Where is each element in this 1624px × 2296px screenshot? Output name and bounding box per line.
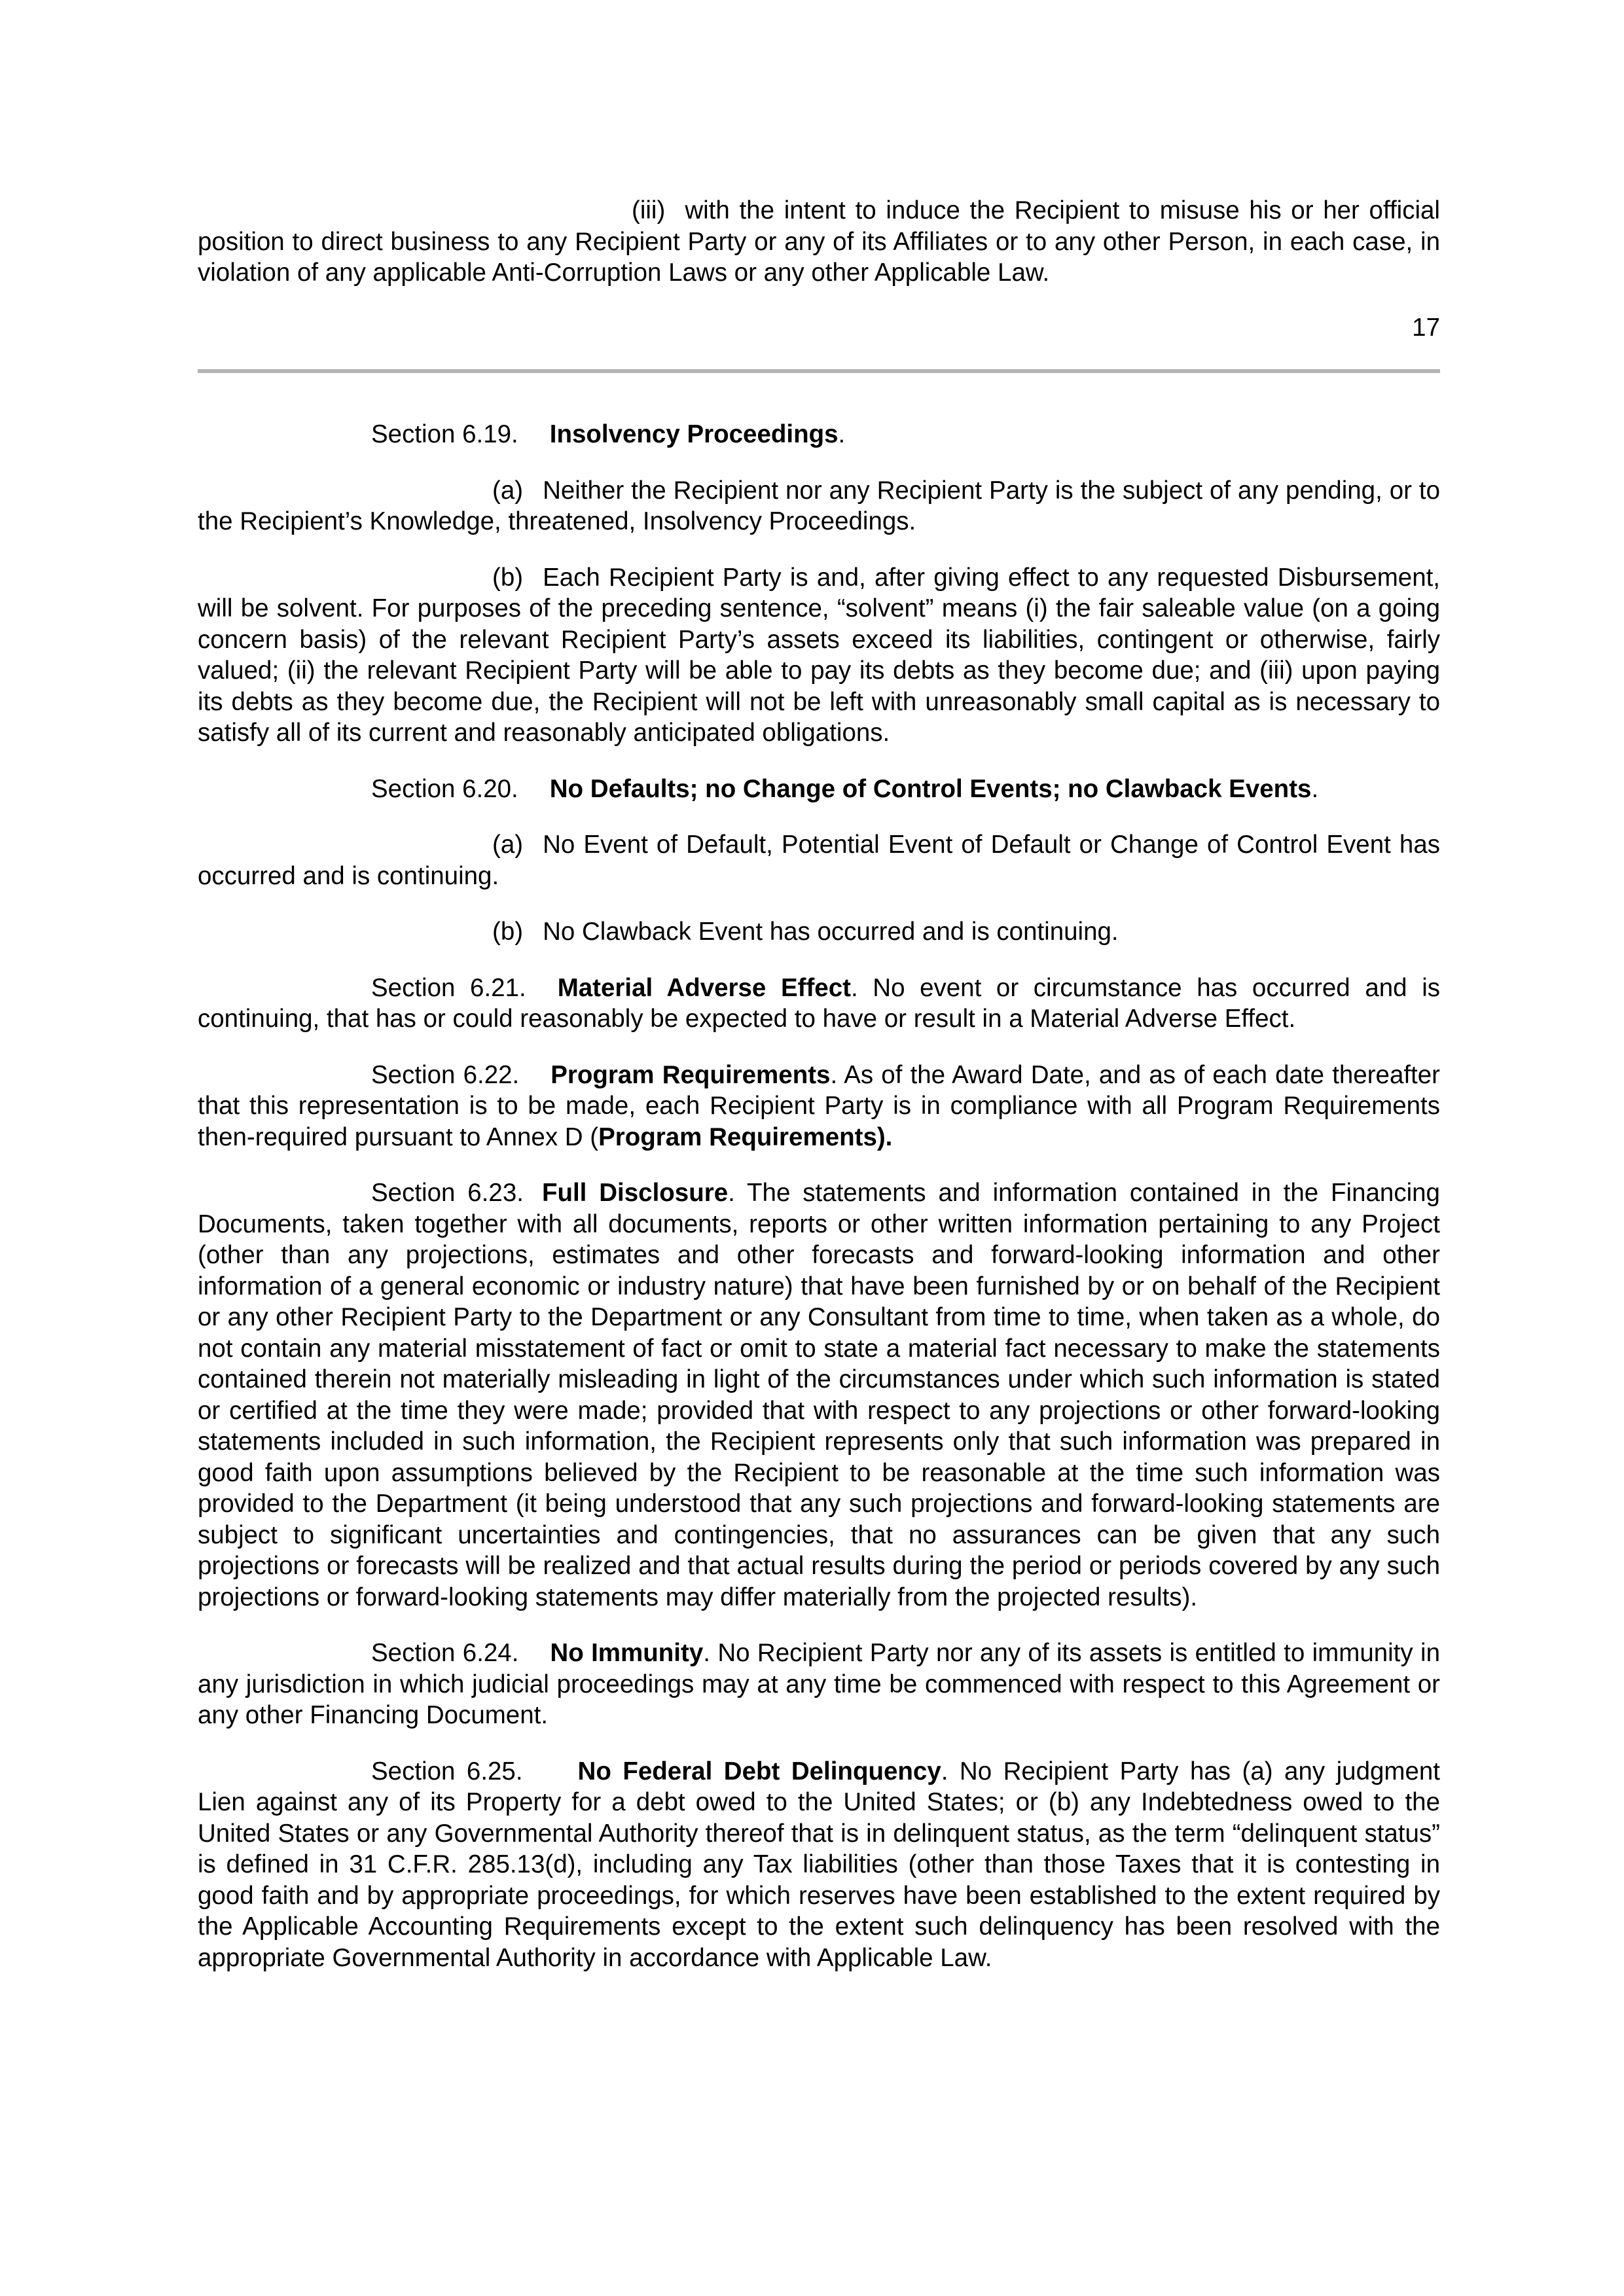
section-label: Section 6.24. [371,1639,519,1667]
section-title: No Defaults; no Change of Control Events; no Clawback Events [549,774,1312,803]
document-page [198,195,1440,1973]
section-6-21 [198,973,1440,1035]
section-label: Section 6.23. [371,1179,524,1207]
clause-text: Neither the Recipient nor any Recipient Party is the subject of any pending, or to the Recipient’s Knowledge, threatened, Insolvency Proceedings. [198,476,1440,535]
clause-marker: (a) [492,831,524,859]
section-6-24 [198,1638,1440,1731]
clause-text: with the intent to induce the Recipient to misuse his or her official position to direct business to any Recipient Party or any of its Affiliates or to any other Person, in each case, in violation of any applicable Anti-Corruption Laws or any other Applicable Law. [198,196,1440,287]
section-label: Section 6.22. [371,1060,520,1089]
section-label: Section 6.25. [371,1757,523,1785]
section-6-20-heading [198,774,1440,805]
section-label: Section 6.21. [371,973,526,1002]
section-title-end: . [1311,774,1319,803]
section-text: . The statements and information contained in the Financing Documents, taken together with all documents, reports or other written information pertaining to any Project (other than any projections, estimates and other forecasts and forward-looking information and other information of a general economic or industry nature) that have been furnished by or on behalf of the Recipient or any other Recipient Party to the Department or any Consultant from time to time, when taken as a whole, do not contain any material misstatement of fact or omit to state a material fact necessary to make the statements contained therein not materially misleading in light of the circumstances under which such information is stated or certified at the time they were made; provided that with respect to any projections or other forward-looking statements included in such information, the Recipient represents only that such information was prepared in good faith upon assumptions believed by the Recipient to be reasonable at the time such information was provided to the Department (it being understood that any such projections and forward-looking statements are subject to significant uncertainties and contingencies, that no assurances can be given that any such projections or forecasts will be realized and that actual results during the period or periods covered by any such projections or forward-looking statements may differ materially from the projected results). [198,1179,1440,1611]
section-label: Section 6.19. [371,420,518,448]
section-title: No Immunity [550,1639,704,1667]
clause-marker: (b) [492,563,524,592]
section-6-22 [198,1060,1440,1153]
section-6-25 [198,1756,1440,1974]
section-6-20-b [198,916,1440,948]
clause-text: Each Recipient Party is and, after giving effect to any requested Disbursement, will be solvent. For purposes of the preceding sentence, “solvent” means (i) the fair saleable value (on a going concern basis) of the relevant Recipient Party’s assets exceed its liabilities, contingent or otherwise, fairly valued; (ii) the relevant Recipient Party will be able to pay its debts as they become due; and (iii) upon paying its debts as they become due, the Recipient will not be left with unreasonably small capital as is necessary to satisfy all of its current and reasonably anticipated obligations. [198,563,1440,747]
section-title: No Federal Debt Delinquency [577,1757,941,1785]
clause-marker: (a) [492,476,524,505]
section-title: Material Adverse Effect [557,973,851,1002]
section-text: . No Recipient Party nor any of its assets is entitled to immunity in any jurisdiction in which judicial proceedings may at any time be commenced with respect to this Agreement or any other Financing Document. [198,1639,1440,1729]
section-title: Full Disclosure [541,1179,729,1207]
section-text: . No event or circumstance has occurred and is continuing, that has or could reasonably be expected to have or result in a Material Adverse Effect. [198,973,1440,1033]
page-number: 17 [1412,313,1440,342]
section-title: Program Requirements [550,1060,831,1089]
clause-iii [198,195,1440,289]
section-title: Insolvency Proceedings [549,420,839,448]
page-divider [198,369,1440,373]
section-6-19-b [198,562,1440,749]
section-text: . No Recipient Party has (a) any judgment Lien against any of its Property for a debt owed to the United States; or (b) any Indebtedness owed to the United States or any Governmental Authority thereof that is in delinquent status, as the term “delinquent status” is defined in 31 C.F.R. 285.13(d), including any Tax liabilities (other than those Taxes that it is contesting in good faith and by appropriate proceedings, for which reserves have been established to the extent required by the Applicable Accounting Requirements except to the extent such delinquency has been resolved with the appropriate Governmental Authority in accordance with Applicable Law. [198,1757,1440,1972]
clause-marker: (iii) [632,196,666,224]
annex-title: Program Requirements). [598,1122,893,1151]
section-label: Section 6.20. [371,774,518,803]
section-6-19-heading [198,419,1440,450]
section-6-23 [198,1177,1440,1613]
section-6-20-a [198,829,1440,891]
clause-marker: (b) [492,918,524,946]
section-text: . As of the Award Date, and as of each date thereafter that this representation is to be made, each Recipient Party is in compliance with all Program Requirements then-required pursuant to Annex D ( [198,1060,1440,1151]
clause-text: No Clawback Event has occurred and is continuing. [543,918,1119,946]
clause-text: No Event of Default, Potential Event of Default or Change of Control Event has occurred and is continuing. [198,831,1440,890]
section-6-19-a [198,475,1440,537]
section-title-end: . [838,420,846,448]
